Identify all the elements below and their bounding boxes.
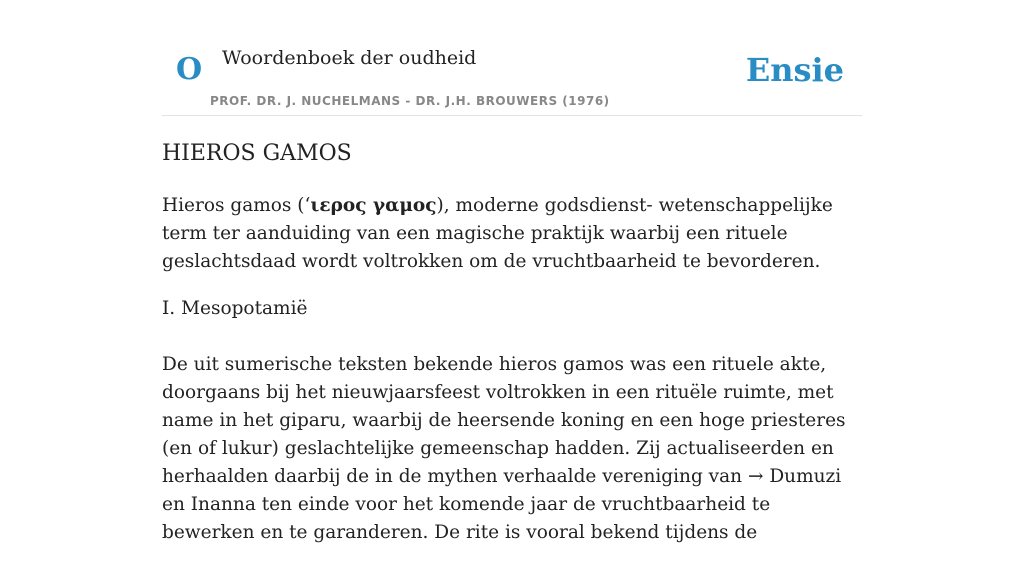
dictionary-header xyxy=(162,0,862,116)
greek-term: ιερος γαμος xyxy=(310,195,437,216)
dictionary-authors: PROF. DR. J. NUCHELMANS - DR. J.H. BROUWERS (1976) xyxy=(210,94,610,108)
cross-reference-arrow-icon[interactable]: → xyxy=(747,466,764,487)
section-paragraph xyxy=(162,351,862,547)
entry-content xyxy=(162,138,862,566)
section-title: I. Mesopotamië xyxy=(162,298,308,319)
section-text-before: De uit sumerische teksten bekende hieros gamos was een rituele akte, doorgaans bij het nieuwjaarsfeest voltrokken in een rituële ruimte, met name in het giparu, waarbij de heersende koning en een hoge priesteres (en of lukur) geslachtelijke gemeenschap hadden. Zij actualiseerden en herhaalden daarbij de in de mythen verhaalde vereniging van xyxy=(162,354,846,487)
entry-intro xyxy=(162,192,862,276)
ensie-logo[interactable]: Ensie xyxy=(745,51,844,89)
dictionary-title[interactable]: Woordenboek der oudheid xyxy=(222,47,477,69)
intro-text-after: ), moderne godsdienst- wetenschappelijke term ter aanduiding van een magische praktijk waarbij een rituele geslachtsdaad wordt voltrokken om de vruchtbaarheid te bevorderen. xyxy=(162,195,833,272)
intro-text-before: Hieros gamos (‘ xyxy=(162,195,311,216)
entry-title: HIEROS GAMOS xyxy=(162,141,352,166)
section-text-after: Dumuzi en Inanna ten einde voor het komende jaar de vruchtbaarheid te bewerken en te garanderen. De rite is vooral bekend tijdens de xyxy=(162,466,842,543)
index-letter[interactable]: O xyxy=(176,52,203,87)
